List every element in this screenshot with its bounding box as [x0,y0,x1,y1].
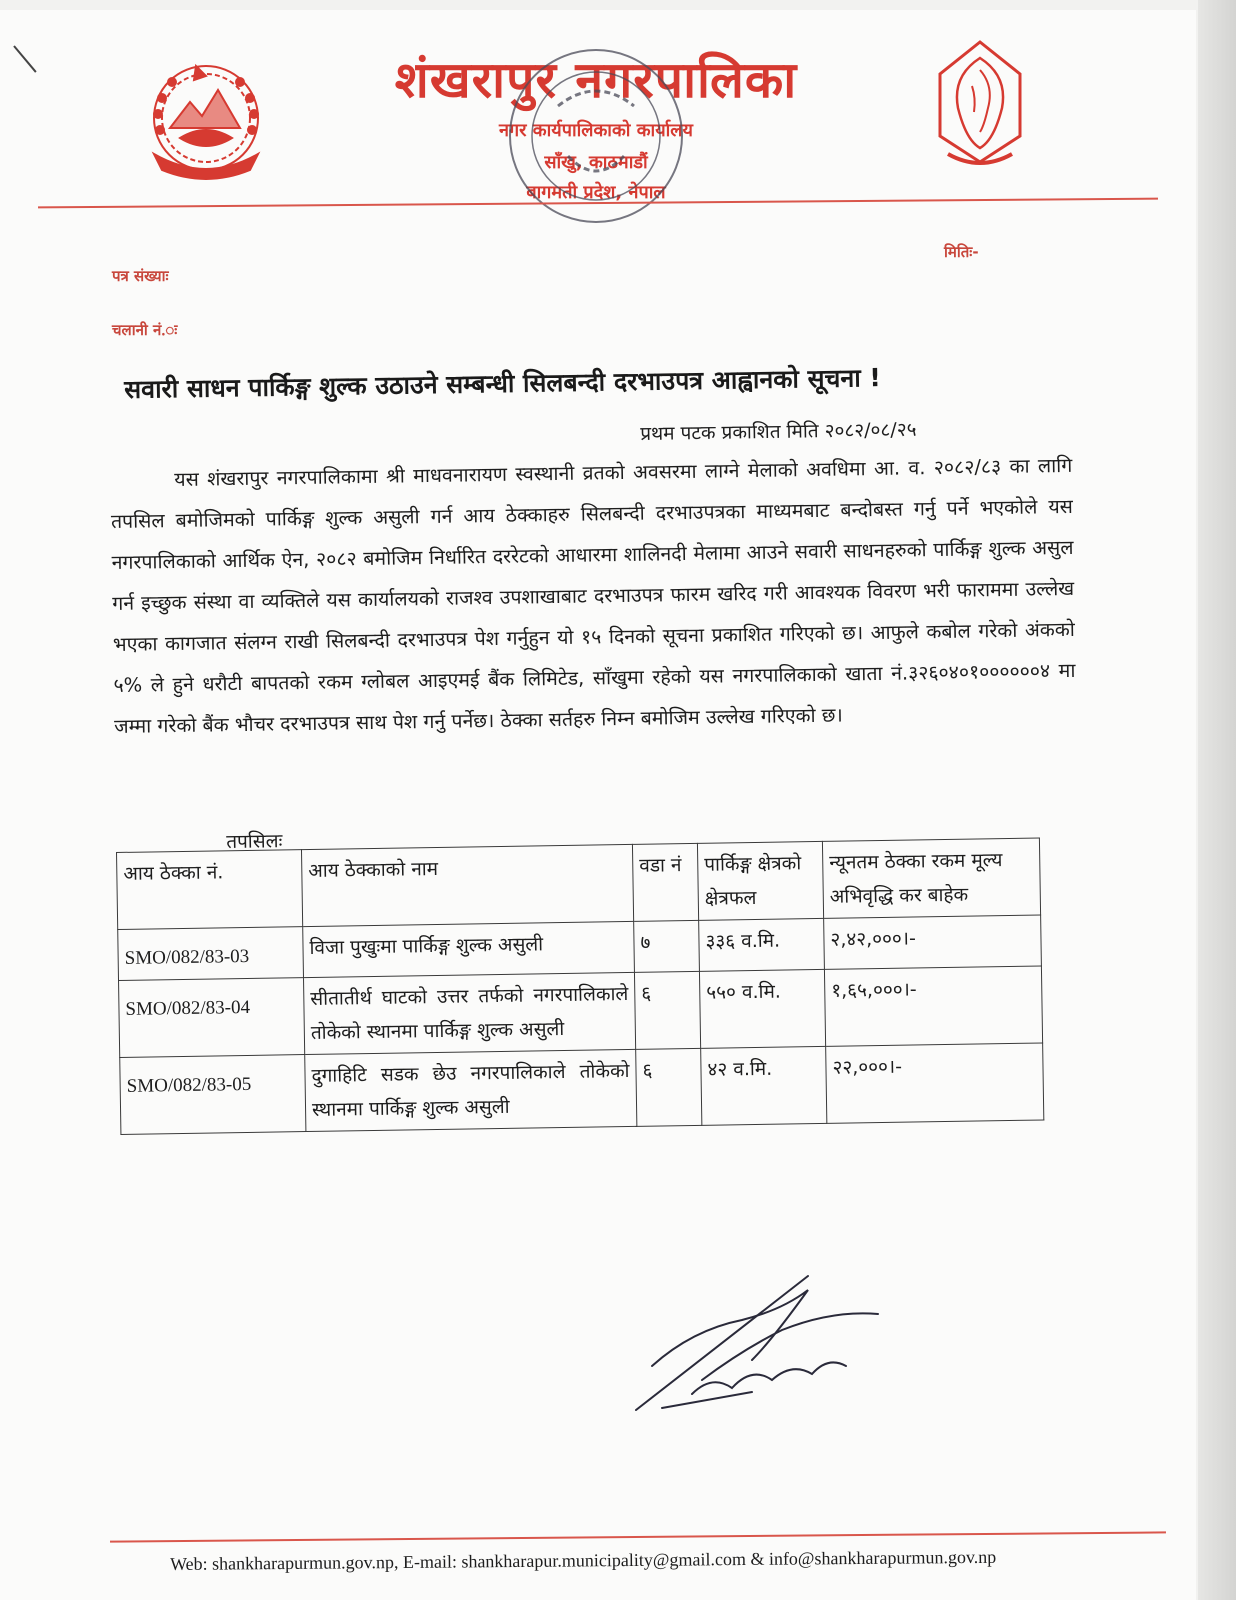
footer-contact: Web: shankharapurmun.gov.np, E-mail: shankharapur.municipality@gmail.com & info@shankharapurmun.gov.np [170,1546,997,1574]
date-label: मितिः- [944,243,979,261]
amount-cell: १,६५,०००।- [824,966,1042,1046]
ward-cell: ६ [636,1048,702,1126]
ward-cell: ६ [634,971,700,1049]
document-page [0,10,1196,1600]
letter-number-label: पत्र संख्याः [112,267,169,285]
conch-emblem-icon [928,36,1032,172]
column-header: पार्किङ्ग क्षेत्रको क्षेत्रफल [697,841,823,920]
office-address: साँखु, काठमाडौं [544,152,648,173]
contract-name-cell: सीतातीर्थ घाटको उत्तर तर्फको नगरपालिकाले तोकेको स्थानमा पार्किङ्ग शुल्क असुली [303,972,635,1054]
area-cell: ५५० व.मि. [699,969,825,1048]
municipality-name: शंखरापुर नगरपालिका [394,51,798,109]
column-header: आय ठेक्का नं. [117,850,303,930]
signature-icon [632,1270,894,1418]
column-header: न्यूनतम ठेक्का रकम मूल्य अभिवृद्धि कर बाहेक [822,838,1040,918]
area-cell: ४२ व.मि. [701,1046,827,1125]
contract-table [116,837,1044,1134]
contract-name-cell: दुगाहिटि सडक छेउ नगरपालिकाले तोकेको स्थानमा पार्किङ्ग शुल्क असुली [305,1049,637,1131]
scan-edge [1198,0,1236,1600]
column-header: आय ठेक्काको नाम [301,844,633,926]
table-header-row [117,838,1041,929]
column-header: वडा नं [632,843,698,921]
notice-title: सवारी साधन पार्किङ्ग शुल्क उठाउने सम्बन्धी सिलबन्दी दरभाउपत्र आह्वानको सूचना ! [124,363,882,404]
table-row [120,1043,1044,1134]
office-stamp-icon [498,36,694,236]
contract-name-cell: विजा पुखुःमा पार्किङ्ग शुल्क असुली [303,921,635,977]
contract-number-cell: SMO/082/83-05 [120,1055,306,1135]
notice-body: यस शंखरापुर नगरपालिकामा श्री माधवनारायण स्वस्थानी व्रतको अवसरमा लाग्ने मेलाको अवधिमा आ. व. २०८२/८३ का लागि तपसिल बमोजिमको पार्किङ्ग शुल्क असुली गर्न आय ठेक्काहरु सिलबन्दी दरभाउपत्रका माध्यमबाट बन्दोबस्त गर्नु पर्ने भएकोले यस नगरपालिकाको आर्थिक ऐन, २०८२ बमोजिम निर्धारित दररेटको आधारमा शालिनदी मेलामा आउने सवारी साधनहरुको पार्किङ्ग शुल्क असुल गर्न इच्छुक संस्था वा व्यक्तिले यस कार्यालयको राजश्व उपशाखाबाट दरभाउपत्र फारम खरिद गरी आवश्यक विवरण भरी फाराममा उल्लेख भएका कागजात संलग्न राखी सिलबन्दी दरभाउपत्र पेश गर्नुहुन यो १५ दिनको सूचना प्रकाशित गरिएको छ। आफुले कबोल गरेको अंकको ५% ले हुने धरौटी बापतको रकम ग्लोबल आइएमई बैंक लिमिटेड, साँखुमा रहेको यस नगरपालिकाको खाता नं.३२६०४०१००००००४ मा जम्मा गरेको बैंक भौचर दरभाउपत्र साथ पेश गर्नु पर्नेछ। ठेक्का सर्तहरु निम्न बमोजिम उल्लेख गरिएको छ। [110,453,1076,738]
amount-cell: २२,०००।- [826,1043,1044,1123]
contract-number-cell: SMO/082/83-04 [119,978,305,1058]
table-row [119,966,1043,1057]
amount-cell: २,४२,०००।- [824,915,1042,969]
contract-number-cell: SMO/082/83-03 [118,927,304,981]
area-cell: ३३६ व.मि. [699,918,825,971]
nepal-emblem-icon [140,58,272,184]
ward-cell: ७ [634,920,700,972]
office-name: नगर कार्यपालिकाको कार्यालय [499,120,693,141]
first-published-date: प्रथम पटक प्रकाशित मिति २०८२/०८/२५ [640,418,917,445]
dispatch-number-label: चलानी नं.ः [112,321,178,339]
office-province: बागमती प्रदेश, नेपाल [526,182,666,203]
schedule-label: तपसिलः [226,830,283,853]
